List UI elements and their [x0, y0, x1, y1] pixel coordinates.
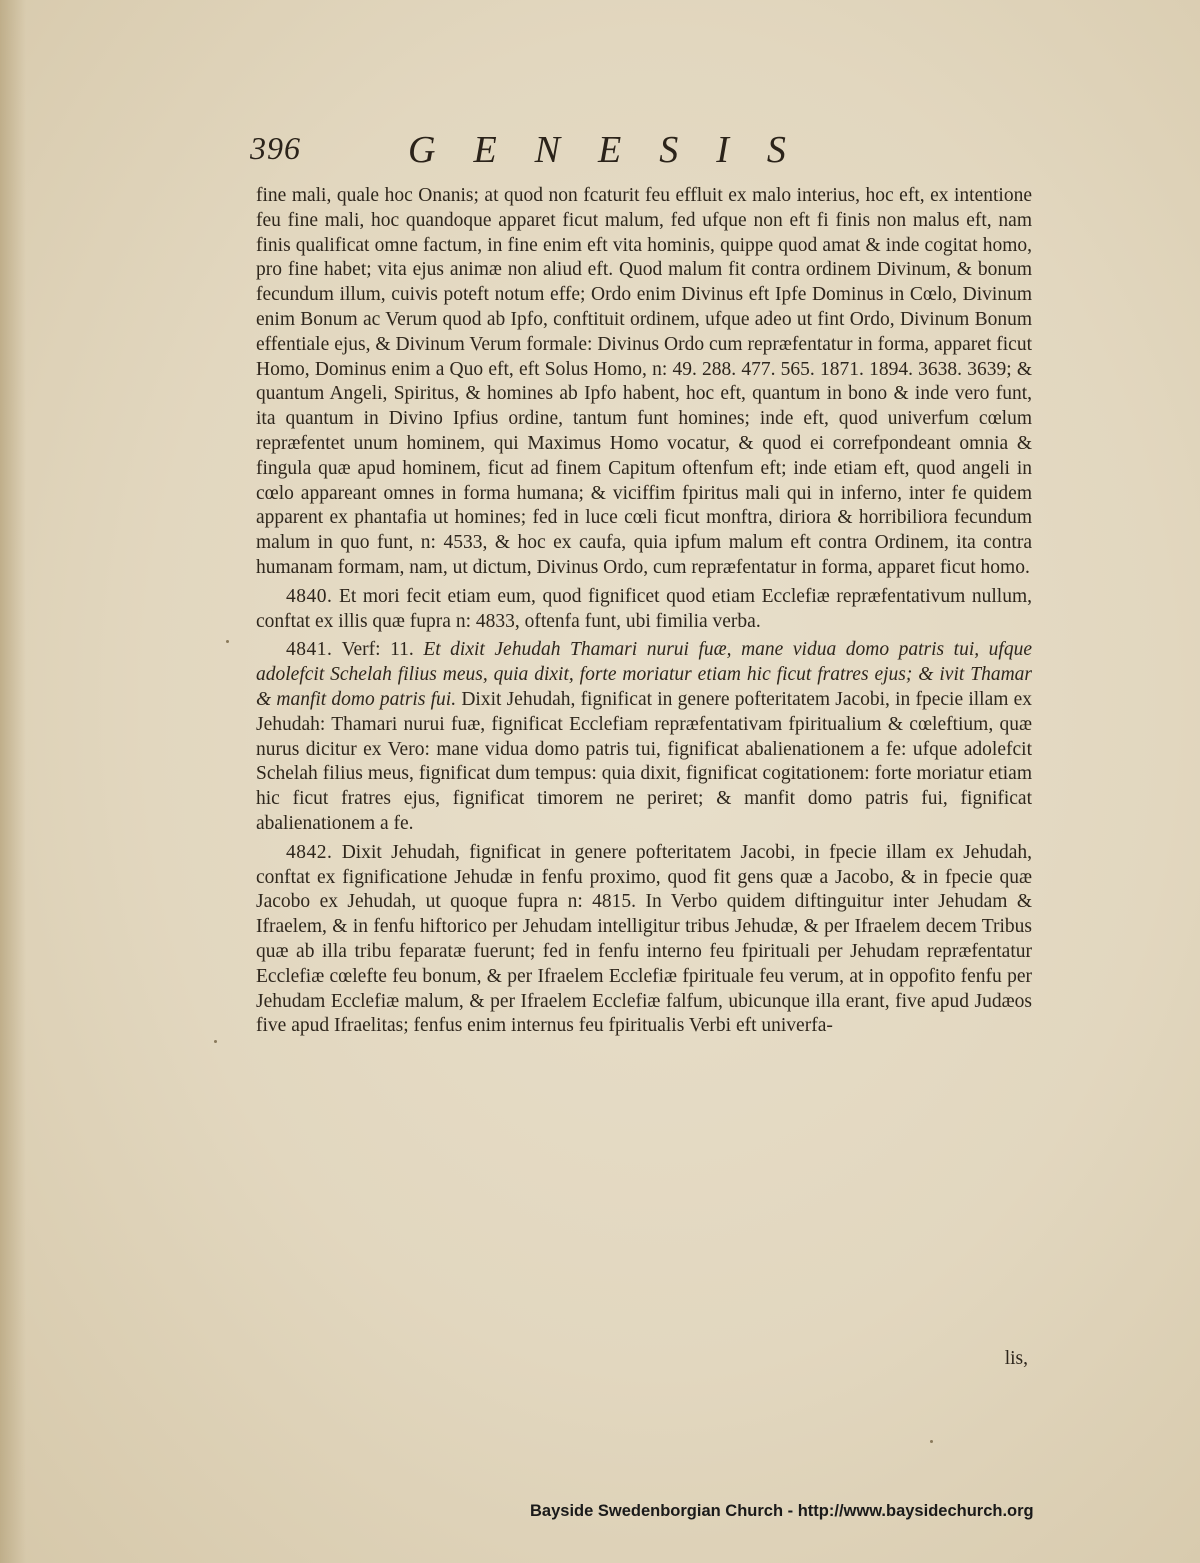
paragraph-number: 4841. — [286, 639, 333, 661]
body-text — [256, 184, 1032, 1043]
page-number: 396 — [250, 130, 301, 166]
ink-speck — [226, 640, 229, 643]
running-title: GENESIS — [408, 129, 824, 171]
ink-speck — [930, 1440, 933, 1443]
paragraph-number: 4840. — [286, 585, 333, 607]
paragraph-number: 4842. — [286, 841, 333, 863]
paragraph-4840 — [256, 585, 1032, 635]
ink-speck — [214, 1040, 217, 1043]
page-gutter-shadow — [0, 0, 26, 1563]
source-credit: Bayside Swedenborgian Church - http://www.baysidechurch.org — [530, 1502, 1034, 1520]
catchword: lis, — [1004, 1348, 1028, 1369]
paragraph-4842 — [256, 841, 1032, 1039]
paragraph-text: Dixit Jehudah, fignificat in genere pofteritatem Jacobi, in fpecie illam ex Jehudah, conftat ex fignificatione Jehudæ in fenfu proximo, quod fit gens quæ a Jacobo, & in fpecie quæ Jacobo ex Jehudah, ut quoque fupra n: 4815. In Verbo quidem diftinguitur inter Jehudam & Ifraelem, & in fenfu hiftorico per Jehudam intelligitur tribus Jehudæ, & per Ifraelem decem Tribus quæ ab illa tribu feparatæ fuerunt; fed in fenfu interno feu fpirituali per Jehudam repræfentatur Ecclefiæ cœlefte feu bonum, & per Ifraelem Ecclefiæ fpirituale feu verum, at in oppofito fenfu per Jehudam Ecclefiæ malum, & per Ifraelem Ecclefiæ falfum, ubicunque illa erant, five apud Judæos five apud Ifraelitas; fenfus enim internus feu fpiritualis Verbi eft univerfa- — [256, 841, 1032, 1037]
paragraph-text: fine mali, quale hoc Onanis; at quod non fcaturit feu effluit ex malo interius, hoc eft, ex intentione feu fine mali, hoc quandoque apparet ficut malum, fed ufque non eft fi finis non malus eft, nam finis qualificat omne factum, in fine enim eft vita hominis, quippe quod amat & inde cogitat homo, pro fine habet; vita ejus animæ non aliud eft. Quod malum fit contra ordinem Divinum, & bonum fecundum illum, cuivis poteft notum effe; Ordo enim Divinus eft Ipfe Dominus in Cœlo, Divinum enim Bonum ac Verum quod ab Ipfo, conftituit ordinem, ufque adeo ut fint Ordo, Divinum Bonum effentiale ejus, & Divinum Verum formale: Divinus Ordo cum repræfentatur in forma, apparet ficut Homo, Dominus enim a Quo eft, eft Solus Homo, n: 49. 288. 477. 565. 1871. 1894. 3638. 3639; & quantum Angeli, Spiritus, & homines ab Ipfo habent, hoc eft, quantum in bono & inde vero funt, ita quantum in Divino Ipfius ordine, tantum funt homines; inde eft, quod univerfum cœlum repræfentet unum hominem, qui Maximus Homo vocatur, & quod ei correfpondeant omnia & fingula quæ apud hominem, ficut ad finem Capitum oftenfum eft; inde etiam eft, quod angeli in cœlo appareant omnes in forma humana; & viciffim fpiritus mali qui in inferno, inter fe quidem apparent ex phantafia ut homines; fed in luce cœli ficut monftra, diriora & horribiliora fecundum malum in quo funt, n: 4533, & hoc ex caufa, quia ipfum malum eft contra Ordinem, ita contra humanam formam, nam, ut dictum, Divinus Ordo, cum repræfentatur in forma, apparet ficut homo. — [256, 185, 1032, 578]
scripture-quote: Et dixit Jehudah Thamari nurui fuæ, mane vidua domo patris tui, ufque adolefcit Schelah filius meus, quia dixit, forte moriatur etiam hic ficut fratres ejus; & ivit Thamar & manfit domo patris fui. — [256, 639, 1033, 710]
paragraph-text: Et mori fecit etiam eum, quod fignificet quod etiam Ecclefiæ repræfentativum nullum, conftat ex illis quæ fupra n: 4833, oftenfa funt, ubi fimilia verba. — [256, 585, 1032, 632]
page-header — [250, 128, 1030, 178]
paragraph-4841 — [256, 638, 1032, 836]
paragraph-continuation — [256, 184, 1032, 581]
verse-reference: Verf: 11. — [341, 639, 414, 661]
paragraph-text: Dixit Jehudah, fignificat in genere pofteritatem Jacobi, in fpecie illam ex Jehudah: Thamari nurui fuæ, fignificat Ecclefiam repræfentativam fpiritualium & cœleftium, quæ nurus dicitur ex Vero: mane vidua domo patris tui, fignificat abalienationem a fe: ufque adolefcit Schelah filius meus, fignificat dum tempus: quia dixit, fignificat cogitationem: forte moriatur etiam hic ficut fratres ejus, fignificat timorem ne periret; & manfit domo patris fui, fignificat abalienationem a fe. — [256, 688, 1033, 834]
